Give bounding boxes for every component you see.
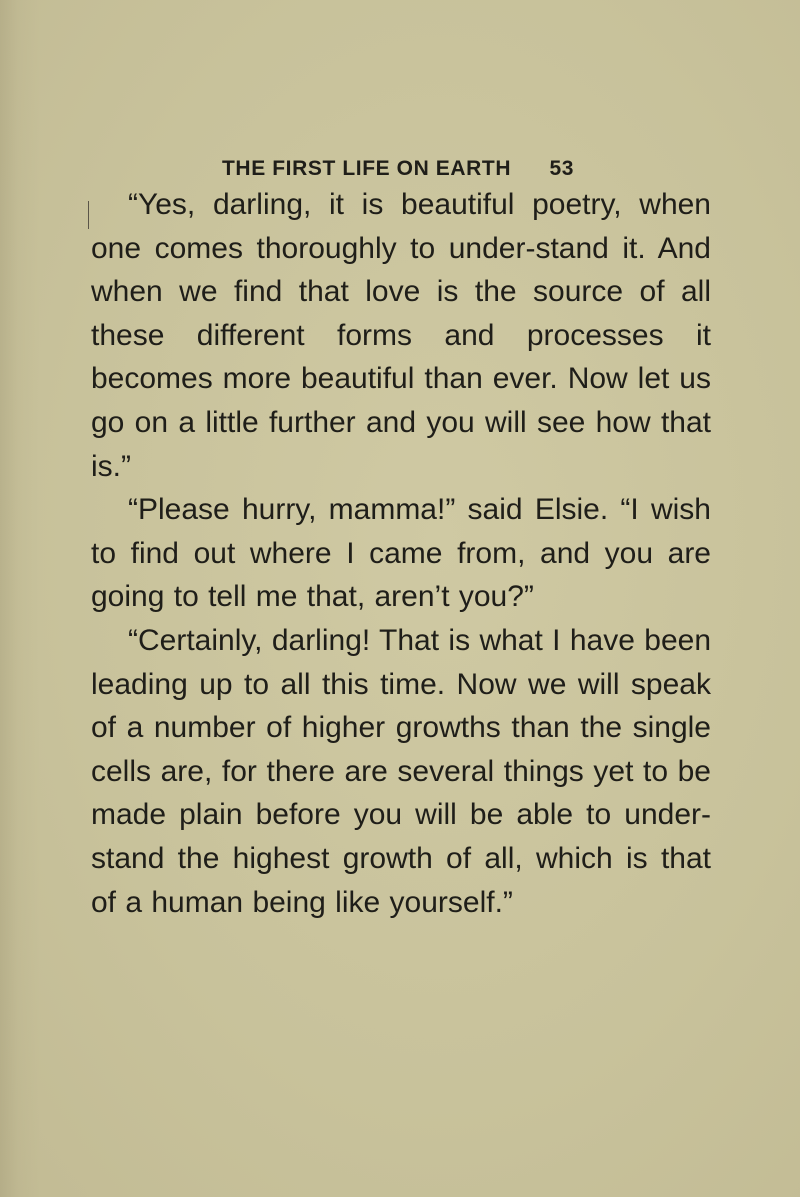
paragraph-2: “Please hurry, mamma!” said Elsie. “I wish to find out where I came from, and you are going to tell me that, aren’t you?” [91,493,711,614]
paragraph-3: “Certainly, darling! That is what I have been leading up to all this time. Now we will speak of a number of higher growths than the single cells are, for there are several things yet to be made plain before you will be able to under-stand the highest growth of all, which is that of a human being like yourself.” [91,623,711,919]
paragraph-1: “Yes, darling, it is beautiful poetry, when one comes thoroughly to under-stand it. And when we find that love is the source of all these different forms and processes it becomes more beautiful than ever. Now let us go on a little further and you will see how that is.” [91,188,711,483]
page-number: 53 [549,157,574,180]
page-header [222,157,574,181]
running-title: THE FIRST LIFE ON EARTH [222,157,512,180]
body-text [91,183,711,924]
margin-mark [88,201,89,229]
